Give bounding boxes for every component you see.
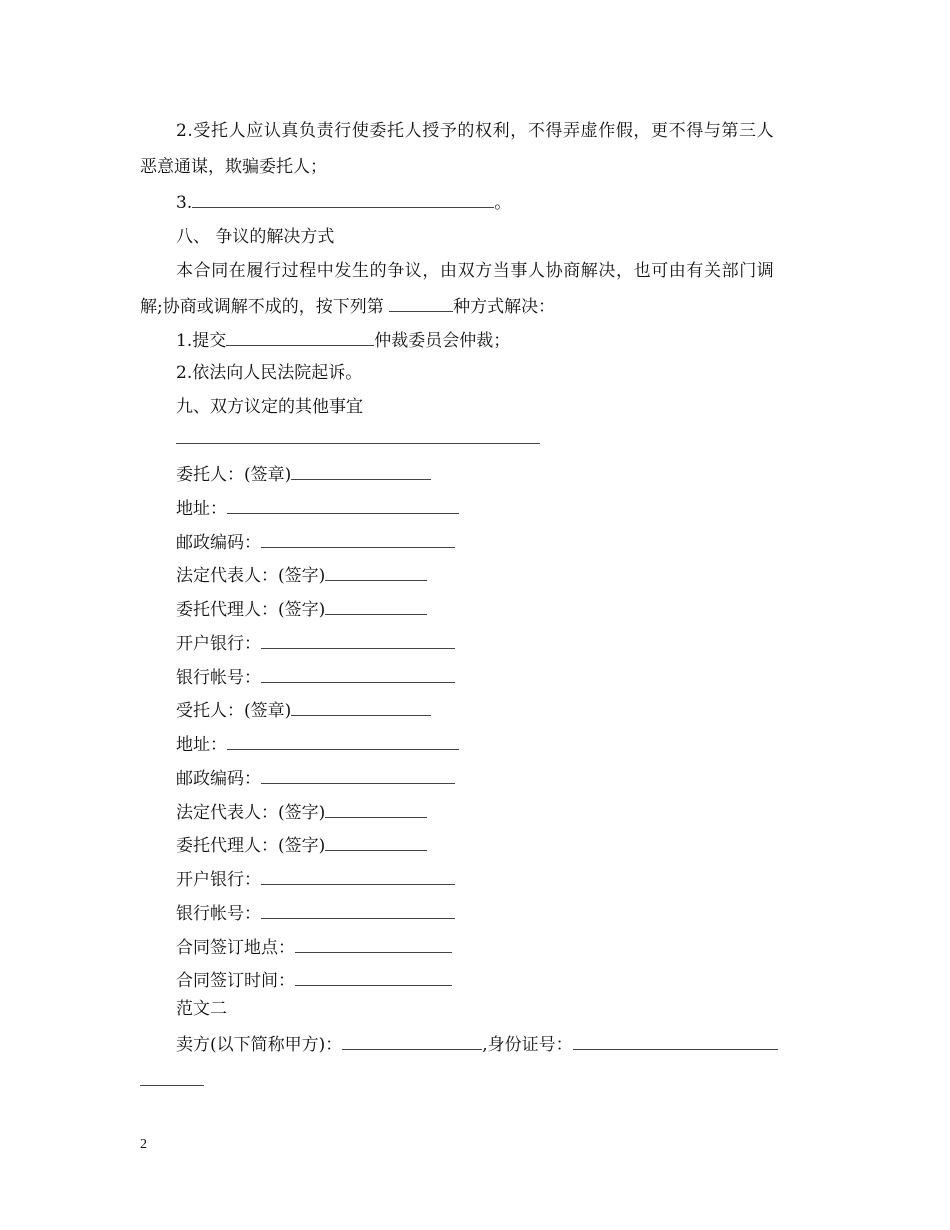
form-row-label: 委托人：(签章) — [176, 465, 292, 485]
form-row-label: 合同签订地点： — [176, 938, 295, 958]
form-row — [176, 968, 452, 992]
clause-2-line-1: 2.受托人应认真负责行使委托人授予的权利，不得弄虚作假，更不得与第三人 — [176, 121, 775, 141]
form-row-label: 合同签订时间： — [176, 971, 295, 991]
arbitration-committee-blank[interactable] — [226, 328, 374, 346]
form-row — [176, 597, 427, 621]
form-row-label: 地址： — [176, 735, 227, 755]
form-row-blank[interactable] — [261, 530, 455, 548]
form-row-label: 法定代表人：(签字) — [176, 803, 326, 823]
clause-3-blank[interactable] — [192, 190, 494, 208]
option-1-start: 1.提交 — [176, 331, 227, 351]
form-row-label: 邮政编码： — [176, 533, 261, 553]
option-1 — [176, 328, 510, 352]
form-row-blank[interactable] — [227, 732, 459, 750]
form-row-blank[interactable] — [291, 698, 431, 716]
form-row-label: 地址： — [176, 499, 227, 519]
form-row — [176, 766, 455, 790]
form-row — [176, 935, 452, 959]
form-row-blank[interactable] — [295, 968, 452, 986]
form-row-blank[interactable] — [261, 766, 455, 784]
id-number-blank[interactable] — [573, 1032, 778, 1050]
form-row-label: 开户银行： — [176, 634, 261, 654]
option-2: 2.依法向人民法院起诉。 — [176, 363, 363, 383]
form-row-label: 委托代理人：(签字) — [176, 600, 326, 620]
form-row — [176, 530, 455, 554]
form-row-label: 委托代理人：(签字) — [176, 836, 326, 856]
form-row-blank[interactable] — [261, 665, 455, 683]
other-matters-blank-line[interactable] — [176, 443, 540, 444]
section-8-paragraph-line-2 — [140, 294, 555, 318]
clause-3-prefix: 3. — [176, 193, 193, 213]
form-row-blank[interactable] — [291, 462, 431, 480]
form-row-label: 法定代表人：(签字) — [176, 566, 326, 586]
form-row-label: 邮政编码： — [176, 769, 261, 789]
clause-3 — [176, 190, 511, 214]
clause-2-line-2: 恶意通谋，欺骗委托人； — [140, 157, 327, 177]
seller-line — [176, 1032, 778, 1056]
form-row — [176, 732, 459, 756]
option-1-end: 仲裁委员会仲裁； — [374, 331, 511, 351]
section-8-paragraph-line-1: 本合同在履行过程中发生的争议，由双方当事人协商解决，也可由有关部门调 — [176, 261, 775, 281]
section-9-heading: 九、双方议定的其他事宜 — [176, 397, 363, 417]
section-8-line-2-start: 解;协商或调解不成的，按下列第 — [140, 297, 390, 317]
form-row — [176, 698, 431, 722]
id-number-blank-continuation[interactable] — [140, 1085, 204, 1086]
form-row-blank[interactable] — [325, 563, 427, 581]
form-row-label: 受托人：(签章) — [176, 701, 292, 721]
form-row-label: 银行帐号： — [176, 904, 261, 924]
sample-2-title: 范文二 — [176, 999, 227, 1019]
form-row-blank[interactable] — [227, 496, 459, 514]
form-row — [176, 800, 427, 824]
form-row — [176, 901, 455, 925]
seller-label: 卖方(以下简称甲方)： — [176, 1035, 343, 1055]
form-row — [176, 665, 455, 689]
dispute-method-blank[interactable] — [389, 294, 453, 312]
form-row-blank[interactable] — [261, 901, 455, 919]
form-row-blank[interactable] — [325, 597, 427, 615]
id-number-label: ,身份证号： — [482, 1035, 573, 1055]
form-row-label: 银行帐号： — [176, 668, 261, 688]
form-row — [176, 867, 455, 891]
page-number: 2 — [140, 1137, 147, 1152]
form-row-blank[interactable] — [261, 867, 455, 885]
form-row — [176, 833, 427, 857]
form-row — [176, 563, 427, 587]
section-8-line-2-end: 种方式解决： — [453, 297, 556, 317]
section-8-heading: 八、 争议的解决方式 — [176, 227, 335, 247]
form-row-label: 开户银行： — [176, 870, 261, 890]
seller-name-blank[interactable] — [342, 1032, 482, 1050]
clause-3-suffix: 。 — [494, 193, 512, 213]
form-row-blank[interactable] — [261, 631, 455, 649]
form-row — [176, 496, 459, 520]
form-row-blank[interactable] — [295, 935, 452, 953]
form-row — [176, 462, 431, 486]
form-row — [176, 631, 455, 655]
form-row-blank[interactable] — [325, 833, 427, 851]
form-row-blank[interactable] — [325, 800, 427, 818]
